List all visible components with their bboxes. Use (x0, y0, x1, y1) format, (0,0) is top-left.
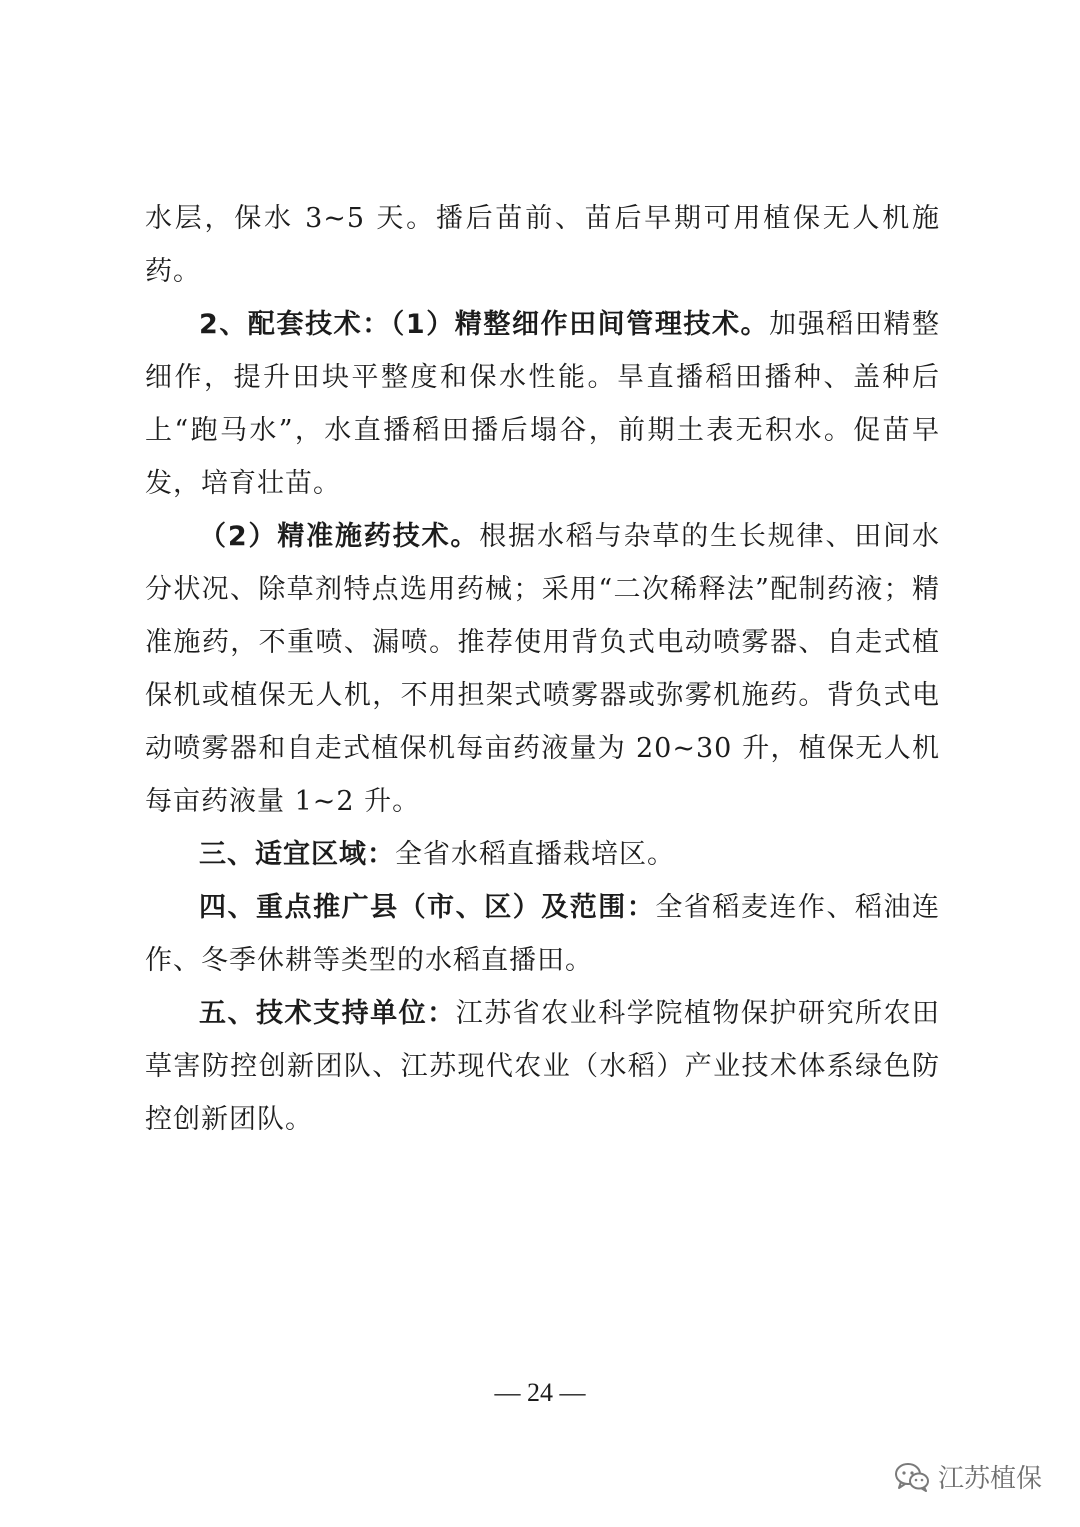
wechat-icon (894, 1462, 930, 1492)
paragraph-precision-spraying (145, 510, 940, 828)
paragraph-heading: 五、技术支持单位： (199, 998, 456, 1029)
watermark (894, 1458, 1042, 1495)
paragraph-text: 水层，保水 3~5 天。播后苗前、苗后早期可用植保无人机施药。 (145, 203, 940, 287)
paragraph-suitable-region (145, 828, 940, 881)
paragraph-text: 根据水稻与杂草的生长规律、田间水分状况、除草剂特点选用药械；采用“二次稀释法”配制药液；精准施药，不重喷、漏喷。推荐使用背负式电动喷雾器、自走式植保机或植保无人机，不用担架式喷雾器或弥雾机施药。背负式电动喷雾器和自走式植保机每亩药液量为 20~30 升，植保无人机每亩药液量 1~2 升。 (145, 521, 941, 817)
paragraph-promotion-scope (145, 881, 940, 987)
paragraph-support-units (145, 987, 940, 1146)
paragraph-heading: 四、重点推广县（市、区）及范围： (199, 892, 656, 923)
paragraph-text: 全省稻麦连作、稻油连作、冬季休耕等类型的水稻直播田。 (145, 892, 941, 976)
paragraph-text: 江苏省农业科学院植物保护研究所农田草害防控创新团队、江苏现代农业（水稻）产业技术体系绿色防控创新团队。 (145, 998, 941, 1135)
paragraph-heading: 三、适宜区域： (199, 839, 395, 870)
paragraph-heading: （2）精准施药技术。 (199, 521, 480, 552)
document-body (145, 192, 940, 1146)
paragraph-continuation (145, 192, 940, 298)
paragraph-heading: 2、配套技术：（1）精整细作田间管理技术。 (199, 309, 770, 340)
paragraph-text: 加强稻田精整细作，提升田块平整度和保水性能。旱直播稻田播种、盖种后上“跑马水”，水直播稻田播后塌谷，前期土表无积水。促苗早发，培育壮苗。 (145, 309, 940, 499)
page-number: — 24 — (494, 1378, 586, 1407)
watermark-text: 江苏植保 (937, 1464, 1042, 1494)
paragraph-text: 全省水稻直播栽培区。 (395, 839, 675, 870)
paragraph-supporting-techniques (145, 298, 940, 510)
